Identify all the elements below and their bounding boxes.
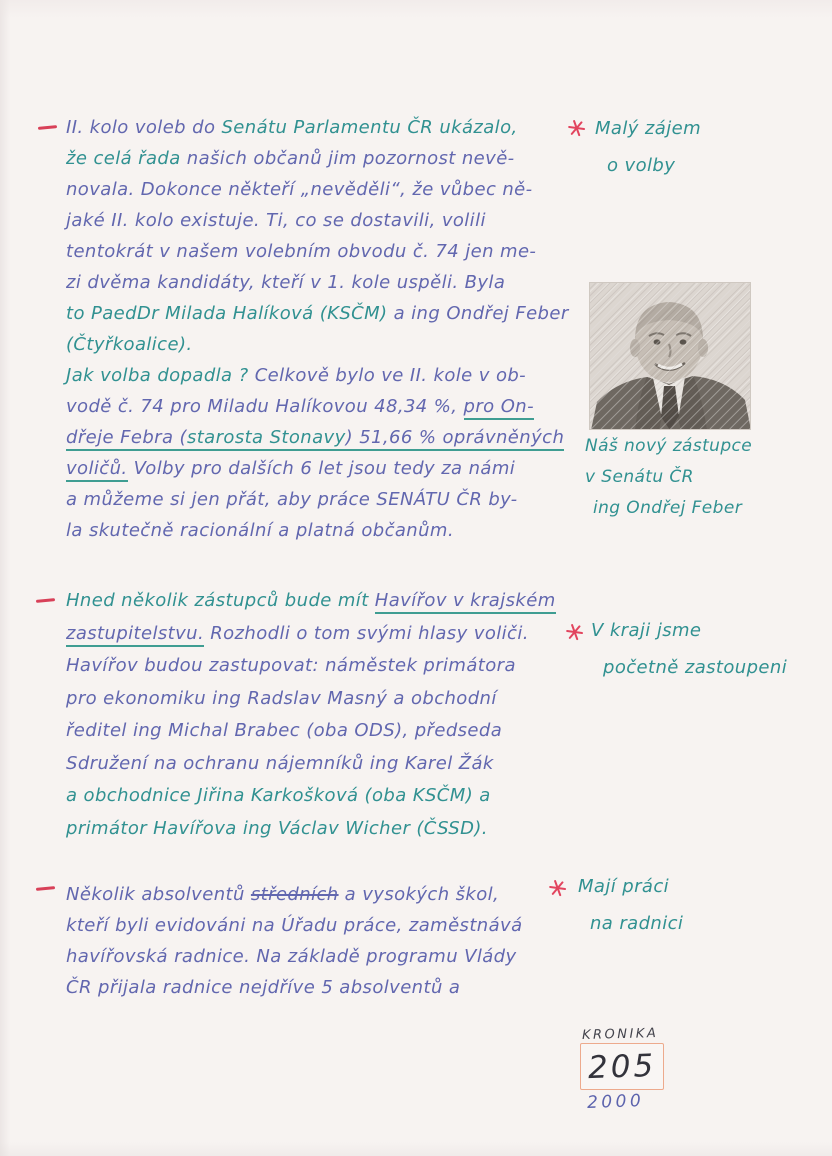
text-segment: Několik absolventů xyxy=(66,884,251,905)
margin-note-line: Malý zájem xyxy=(595,118,702,139)
margin-note-line: početně zastoupeni xyxy=(603,657,788,678)
text-segment: vodě č. 74 pro Miladu Halíkovou 48,34 %, xyxy=(66,396,464,417)
paragraph-dash-marker xyxy=(38,125,57,130)
handwritten-line xyxy=(66,303,569,334)
text-segment: to PaedDr Milada Halíková (KSČM) xyxy=(66,303,388,324)
handwritten-line xyxy=(66,148,569,179)
text-segment: že celá řada xyxy=(66,148,187,169)
red-asterisk-icon xyxy=(548,879,567,898)
handwritten-line xyxy=(66,884,523,915)
text-segment: kteří byli evidováni na Úřadu práce, zaměstnává xyxy=(66,915,523,936)
red-asterisk-icon xyxy=(567,119,586,138)
year-label: 2000 xyxy=(586,1091,645,1113)
margin-note-line: Mají práci xyxy=(578,876,670,897)
handwritten-line xyxy=(66,489,569,520)
text-segment: a ing Ondřej Feber xyxy=(387,303,569,324)
handwritten-line xyxy=(66,458,569,489)
photo-caption-line: ing Ondřej Feber xyxy=(593,498,743,518)
text-segment: ředitel ing Michal Brabec (oba ODS), předseda xyxy=(66,720,503,741)
text-segment: voličů. xyxy=(66,458,128,482)
text-segment: (Čtyřkoalice). xyxy=(66,334,193,355)
text-segment: našich občanů jim pozornost nevě- xyxy=(186,148,515,169)
text-segment: II. kolo voleb do xyxy=(66,117,222,138)
text-segment: ) 51,66 % oprávněných xyxy=(346,427,565,451)
paragraph-graduates xyxy=(66,884,523,1008)
margin-note-jobs-at-townhall xyxy=(549,876,683,950)
text-segment: zastupitelstvu. xyxy=(66,623,204,647)
text-segment: havířovská radnice. Na základě programu Vlády xyxy=(66,946,517,967)
margin-note-line: o volby xyxy=(607,155,676,176)
red-asterisk-icon xyxy=(565,623,584,642)
text-segment: Celkově bylo ve II. kole v ob- xyxy=(254,365,527,386)
photo-caption-line: v Senátu ČR xyxy=(585,467,694,487)
text-segment: pro ekonomiku ing Radslav Masný a obchodní xyxy=(66,687,497,709)
paragraph-senate-elections xyxy=(66,117,569,551)
photo-caption xyxy=(585,436,752,529)
margin-note-low-turnout xyxy=(568,118,701,192)
handwritten-line xyxy=(66,241,569,272)
text-segment: la skutečně racionální a platná občanům. xyxy=(66,520,454,541)
kronika-label: KRONIKA xyxy=(581,1026,659,1043)
text-segment: dřeje Febra ( xyxy=(66,427,187,451)
handwritten-line xyxy=(66,946,523,977)
handwritten-line xyxy=(66,520,569,551)
margin-note-line: V kraji jsme xyxy=(591,620,702,641)
page-number-box xyxy=(580,1043,664,1090)
text-segment: Hned několik zástupců bude mít xyxy=(66,590,375,611)
text-segment: jaké II. kolo existuje. Ti, co se dostavili, volili xyxy=(66,210,486,231)
text-segment: tentokrát v našem volebním obvodu č. 74 jen me- xyxy=(66,241,537,262)
handwritten-line xyxy=(66,785,556,818)
text-segment: středních xyxy=(250,884,339,905)
handwritten-line xyxy=(66,623,556,656)
text-segment: Sdružení na ochranu nájemníků ing Karel Žák xyxy=(66,752,494,774)
paragraph-regional-council xyxy=(66,590,556,850)
text-segment: Senátu Parlamentu ČR ukázalo, xyxy=(221,117,518,138)
text-segment: pro On- xyxy=(464,396,534,420)
handwritten-line xyxy=(66,688,556,721)
paragraph-dash-marker xyxy=(36,886,55,891)
handwritten-line xyxy=(66,590,556,623)
handwritten-line xyxy=(66,818,556,851)
photo-caption-line: Náš nový zástupce xyxy=(585,436,753,456)
text-segment: ČR přijala radnice nejdříve 5 absolventů a xyxy=(66,977,461,998)
text-segment: novala. Dokonce někteří „nevěděli“, že vůbec ně- xyxy=(66,179,533,200)
page-number: 205 xyxy=(587,1047,657,1086)
text-segment: primátor Havířova ing Václav Wicher (ČSSD). xyxy=(66,817,488,839)
handwritten-line xyxy=(66,272,569,303)
text-segment: zi dvěma kandidáty, kteří v 1. kole uspěli. Byla xyxy=(66,272,506,293)
text-segment: Rozhodli o tom svými hlasy voliči. xyxy=(204,622,529,644)
portrait-photo-ondrej-feber xyxy=(589,282,751,430)
handwritten-line xyxy=(66,915,523,946)
text-segment: Volby pro dalších 6 let jsou tedy za námi xyxy=(127,458,516,479)
handwritten-line xyxy=(66,365,569,396)
text-segment: a můžeme si jen přát, aby práce SENÁTU ČR by- xyxy=(66,489,518,510)
text-segment: Havířov v krajském xyxy=(375,590,556,614)
handwritten-line xyxy=(66,977,523,1008)
paragraph-dash-marker xyxy=(36,598,55,603)
text-segment: a obchodnice Jiřina Karkošková (oba KSČM) a xyxy=(66,785,491,806)
text-segment: a vysokých škol, xyxy=(338,884,500,905)
margin-note-line: na radnici xyxy=(590,913,684,934)
margin-note-region-representation xyxy=(566,620,787,694)
handwritten-line xyxy=(66,720,556,753)
handwritten-line xyxy=(66,427,569,458)
text-segment: starosta Stonavy xyxy=(187,427,346,451)
handwritten-line xyxy=(66,655,556,688)
handwritten-line xyxy=(66,396,569,427)
handwritten-line xyxy=(66,179,569,210)
handwritten-line xyxy=(66,210,569,241)
text-segment: Havířov budou zastupovat: náměstek primátora xyxy=(66,655,516,676)
handwritten-line xyxy=(66,753,556,786)
handwritten-line xyxy=(66,117,569,148)
portrait-photo-graphic xyxy=(589,282,751,430)
text-segment: Jak volba dopadla ? xyxy=(66,365,255,386)
handwritten-line xyxy=(66,334,569,365)
